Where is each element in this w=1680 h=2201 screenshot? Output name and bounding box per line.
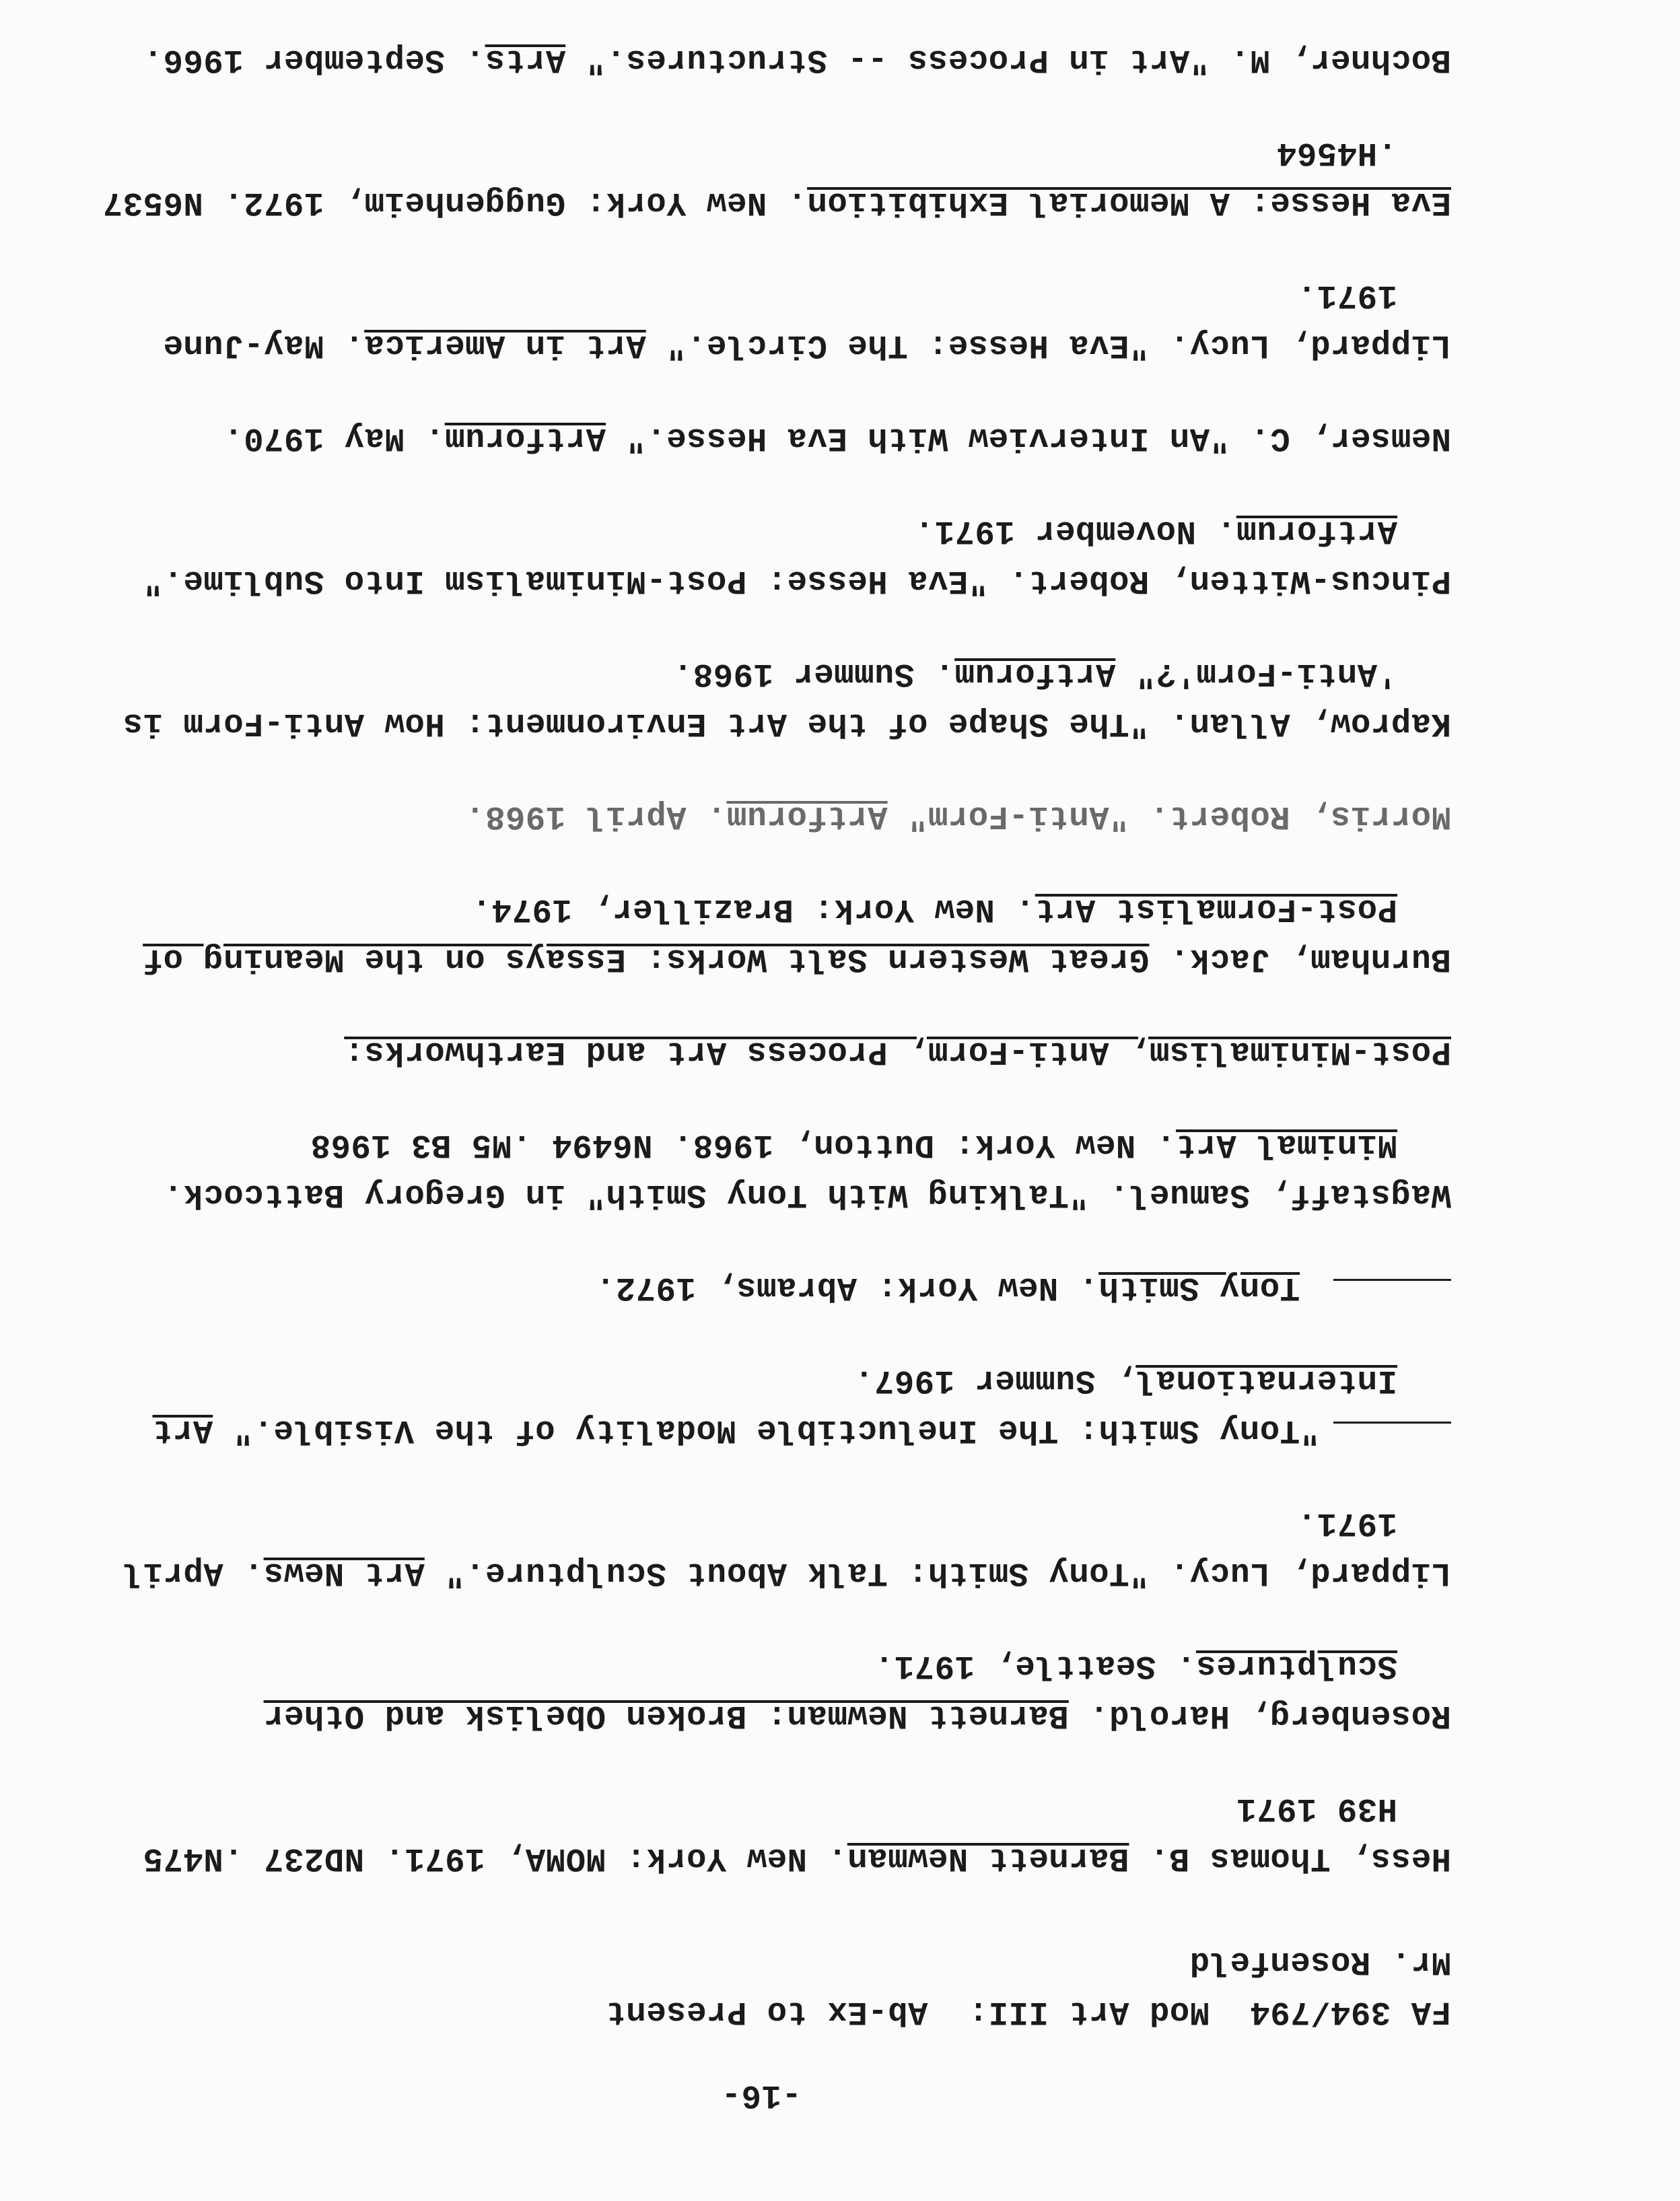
bib-entry: Burnham, Jack. Great Western Salt Works: Essays on the Meaning of Post-Formalist Art. New York: Braziller, 1974. xyxy=(143,890,1451,978)
section-heading: Post-Minimalism, Anti-Form, Process Art and Earthworks: xyxy=(344,1033,1451,1071)
course-title: FA 394/794 Mod Art III: Ab-Ex to Present xyxy=(605,1993,1451,2031)
instructor-name: Mr. Rosenfeld xyxy=(1189,1943,1451,1981)
bib-entry: Kaprow, Allan. "The Shape of the Art Environment: How Anti-Form is 'Anti-Form'?" Artforum. Summer 1968. xyxy=(123,655,1451,742)
bib-entry: Nemser, C. "An Interview With Eva Hesse." Artforum. May 1970. xyxy=(223,419,1451,457)
ditto-line xyxy=(1333,1279,1451,1308)
bib-entry: Pincus-Witten, Robert. "Eva Hesse: Post-Minimalism Into Sublime." Artforum. November 1971. xyxy=(143,512,1451,600)
bib-entry: Lippard, Lucy. "Eva Hesse: The Circle." Art in America. May-June 1971. xyxy=(163,277,1451,364)
bib-entry: Hess, Thomas B. Barnett Newman. New York: MOMA, 1971. ND237 .N475 H39 1971 xyxy=(143,1790,1451,1877)
bib-entry: Tony Smith. New York: Abrams, 1972. xyxy=(71,1263,1451,1313)
document-body xyxy=(71,0,1451,2120)
bib-entry: Rosenberg, Harold. Barnett Newman: Broken Obelisk and Other Sculptures. Seattle, 1971. xyxy=(263,1647,1451,1735)
bib-entry: Bochner, M. "Art in Process -- Structures." Arts. September 1966. xyxy=(143,41,1451,79)
bib-entry: Morris, Robert. "Anti-Form" Artforum. April 1968. xyxy=(464,798,1451,835)
ditto-line xyxy=(1333,1422,1451,1451)
page-number: -16- xyxy=(721,2076,802,2114)
bib-entry: Wagstaff, Samuel. "Talking With Tony Smith" in Gregory Battcock. Minimal Art. New York: Dutton, 1968. N6494 .M5 B3 1968 xyxy=(163,1126,1451,1214)
bib-entry: Lippard, Lucy. "Tony Smith: Talk About Sculpture." Art News. April 1971. xyxy=(123,1504,1451,1592)
bib-entry: Eva Hesse: A Memorial Exhibition. New York: Guggenheim, 1972. N6537 .H4564 xyxy=(102,134,1451,221)
bib-entry: "Tony Smith: The Ineluctible Modality of the Visible." Art International, Summer 1967. xyxy=(71,1356,1451,1455)
